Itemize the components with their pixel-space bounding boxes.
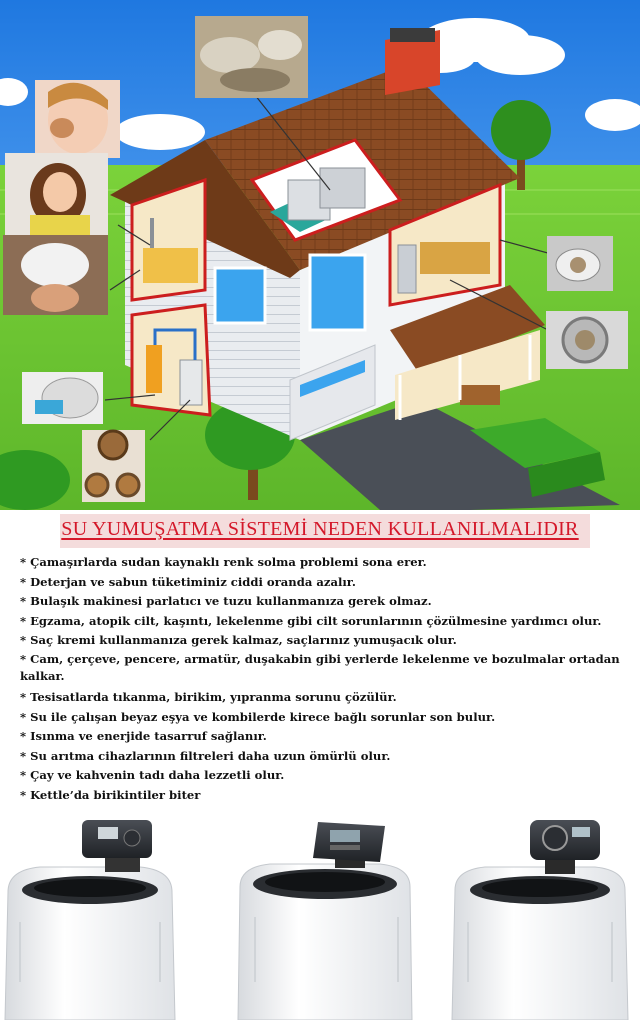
list-item: * Saç kremi kullanmanıza gerek kalmaz, saçlarınız yumuşacık olur. (20, 633, 457, 648)
softener-unit-1 (5, 820, 175, 1020)
benefit-list (20, 553, 632, 806)
shower-head-photo (547, 236, 613, 291)
softener-unit-2 (238, 822, 412, 1020)
list-item: * Kettle’da birikintiler biter (20, 787, 201, 802)
softener-unit-3 (452, 820, 628, 1020)
list-item: * Su arıtma cihazlarının filtreleri daha uzun ömürlü olur. (20, 748, 391, 763)
list-item: * Bulaşık makinesi parlatıcı ve tuzu kullanmanıza gerek olmaz. (20, 594, 432, 609)
list-item: * Isınma ve enerjide tasarruf sağlanır. (20, 729, 267, 744)
list-item: * Su ile çalışan beyaz eşya ve kombilerde kirece bağlı sorunlar son bulur. (20, 709, 496, 724)
list-item: * Deterjan ve sabun tüketiminiz ciddi oranda azalır. (20, 574, 356, 589)
softener-units (0, 812, 640, 1020)
cleaning-sponge-photo (22, 372, 103, 424)
washing-machine-drum-photo (546, 311, 628, 369)
list-item: * Egzama, atopik cilt, kaşıntı, lekelenme gibi cilt sorunlarının çözülmesine yardımcı olur. (20, 613, 602, 628)
list-item: * Çay ve kahvenin tadı daha lezzetli olur. (20, 768, 285, 783)
list-item: * Çamaşırlarda sudan kaynaklı renk solma problemi sona erer. (20, 555, 427, 569)
limescale-deposit-photo (195, 16, 308, 98)
clogged-pipe-photo (82, 430, 145, 502)
list-item: * Cam, çerçeve, pencere, armatür, duşakabin gibi yerlerde lekelenme ve bozulmalar ortadan kalkar. (20, 651, 620, 684)
happy-woman-photo (5, 153, 108, 235)
list-item: * Tesisatlarda tıkanma, birikim, yıpranma sorunu çözülür. (20, 689, 397, 704)
hair-wash-photo (3, 235, 108, 315)
page-title: SU YUMUŞATMA SİSTEMİ NEDEN KULLANILMALIDIR (61, 518, 579, 540)
skin-problem-photo (35, 80, 120, 158)
